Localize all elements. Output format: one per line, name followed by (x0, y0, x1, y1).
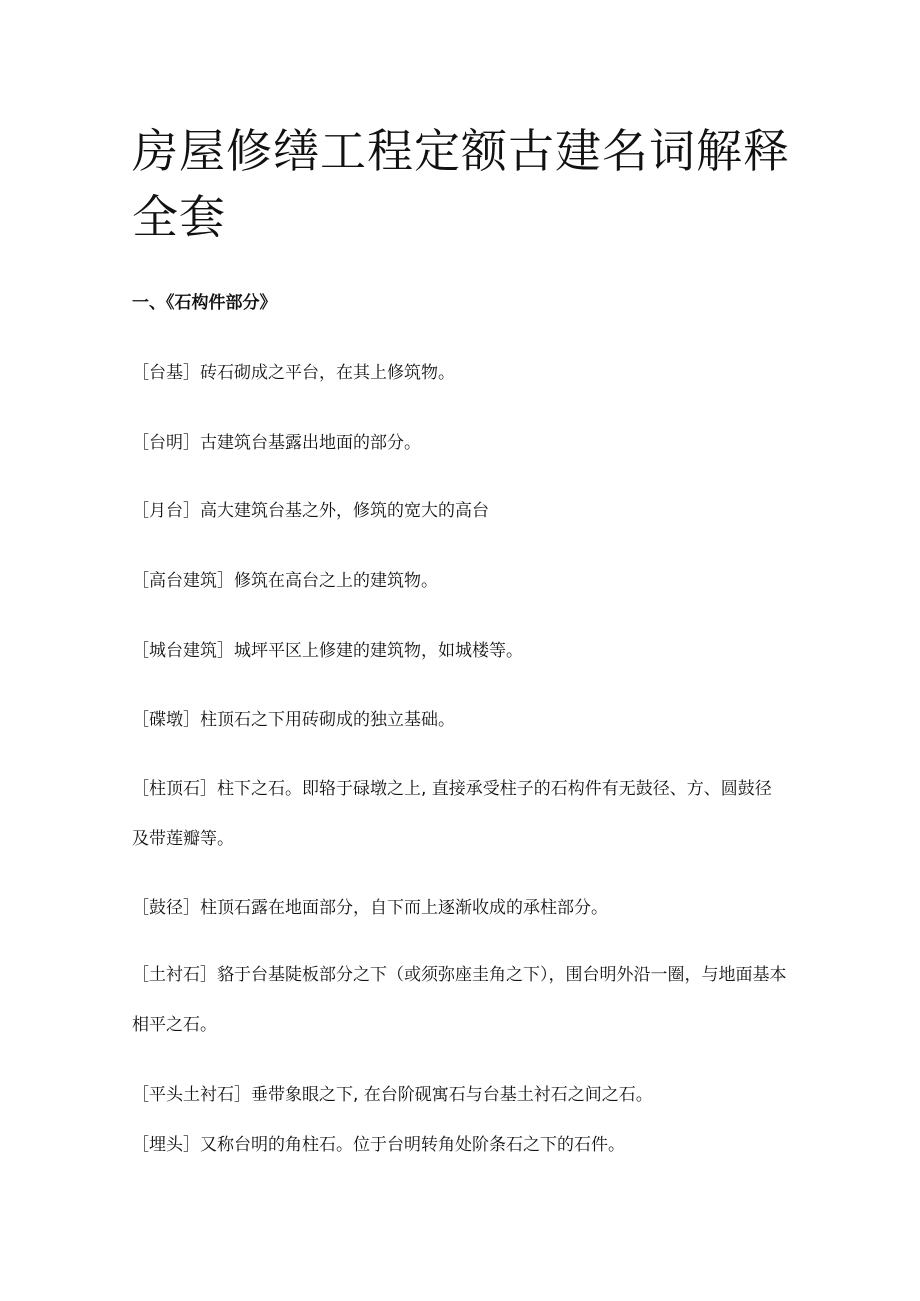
entry-term: 台明 (149, 433, 183, 453)
entry-definition: 修筑在高台之上的建筑物。 (234, 571, 438, 591)
glossary-entry: ［鼓径］柱顶石露在地面部分，自下而上逐渐收成的承柱部分。 (132, 898, 608, 918)
glossary-entry: ［平头土衬石］垂带象眼之下, 在台阶砚寓石与台基土衬石之间之石。 (132, 1085, 653, 1105)
entry-term: 柱顶石 (149, 779, 200, 799)
entry-term: 土衬石 (149, 965, 200, 985)
page-title: 房屋修缮工程定额古建名词解释全套 (132, 124, 790, 244)
entry-definition: 高大建筑台基之外，修筑的宽大的高台 (200, 501, 489, 521)
entry-definition: 柱下之石。即辂于碌墩之上, 直接承受柱子的石构件有无鼓径、方、圆鼓径及带莲瓣等。 (132, 779, 772, 849)
glossary-entry: ［高台建筑］修筑在高台之上的建筑物。 (132, 571, 438, 591)
entry-term: 埋头 (149, 1135, 183, 1155)
entry-term: 月台 (149, 501, 183, 521)
glossary-entry: ［碟墩］柱顶石之下用砖砌成的独立基础。 (132, 710, 455, 730)
entry-term: 平头土衬石 (149, 1085, 234, 1105)
glossary-entry: ［埋头］又称台明的角柱石。位于台明转角处阶条石之下的石件。 (132, 1135, 625, 1155)
entry-definition: 柱顶石之下用砖砌成的独立基础。 (200, 710, 455, 730)
entry-definition: 貉于台基陡板部分之下（或须弥座圭角之下），围台明外沿一圈，与地面基本相平之石。 (132, 965, 787, 1035)
entry-term: 高台建筑 (149, 571, 217, 591)
entry-term: 碟墩 (149, 710, 183, 730)
section-heading: 一、《石构件部分》 (132, 293, 277, 313)
entry-definition: 柱顶石露在地面部分，自下而上逐渐收成的承柱部分。 (200, 898, 608, 918)
entry-definition: 垂带象眼之下, 在台阶砚寓石与台基土衬石之间之石。 (251, 1085, 653, 1105)
entry-definition: 砖石砌成之平台，在其上修筑物。 (200, 363, 455, 383)
glossary-entry: ［台基］砖石砌成之平台，在其上修筑物。 (132, 363, 455, 383)
entry-definition: 又称台明的角柱石。位于台明转角处阶条石之下的石件。 (200, 1135, 625, 1155)
entry-term: 城台建筑 (149, 641, 217, 661)
entry-definition: 城坪平区上修建的建筑物，如城楼等。 (234, 641, 523, 661)
entry-definition: 古建筑台基露出地面的部分。 (200, 433, 421, 453)
glossary-entry: ［月台］高大建筑台基之外，修筑的宽大的高台 (132, 501, 489, 521)
glossary-entry: ［土衬石］貉于台基陡板部分之下（或须弥座圭角之下），围台明外沿一圈，与地面基本相平之石。 (132, 965, 787, 1035)
entry-term: 鼓径 (149, 898, 183, 918)
glossary-entry: ［台明］古建筑台基露出地面的部分。 (132, 433, 421, 453)
glossary-entry: ［柱顶石］柱下之石。即辂于碌墩之上, 直接承受柱子的石构件有无鼓径、方、圆鼓径及带莲瓣等。 (132, 779, 772, 849)
glossary-entry: ［城台建筑］城坪平区上修建的建筑物，如城楼等。 (132, 641, 523, 661)
entry-term: 台基 (149, 363, 183, 383)
